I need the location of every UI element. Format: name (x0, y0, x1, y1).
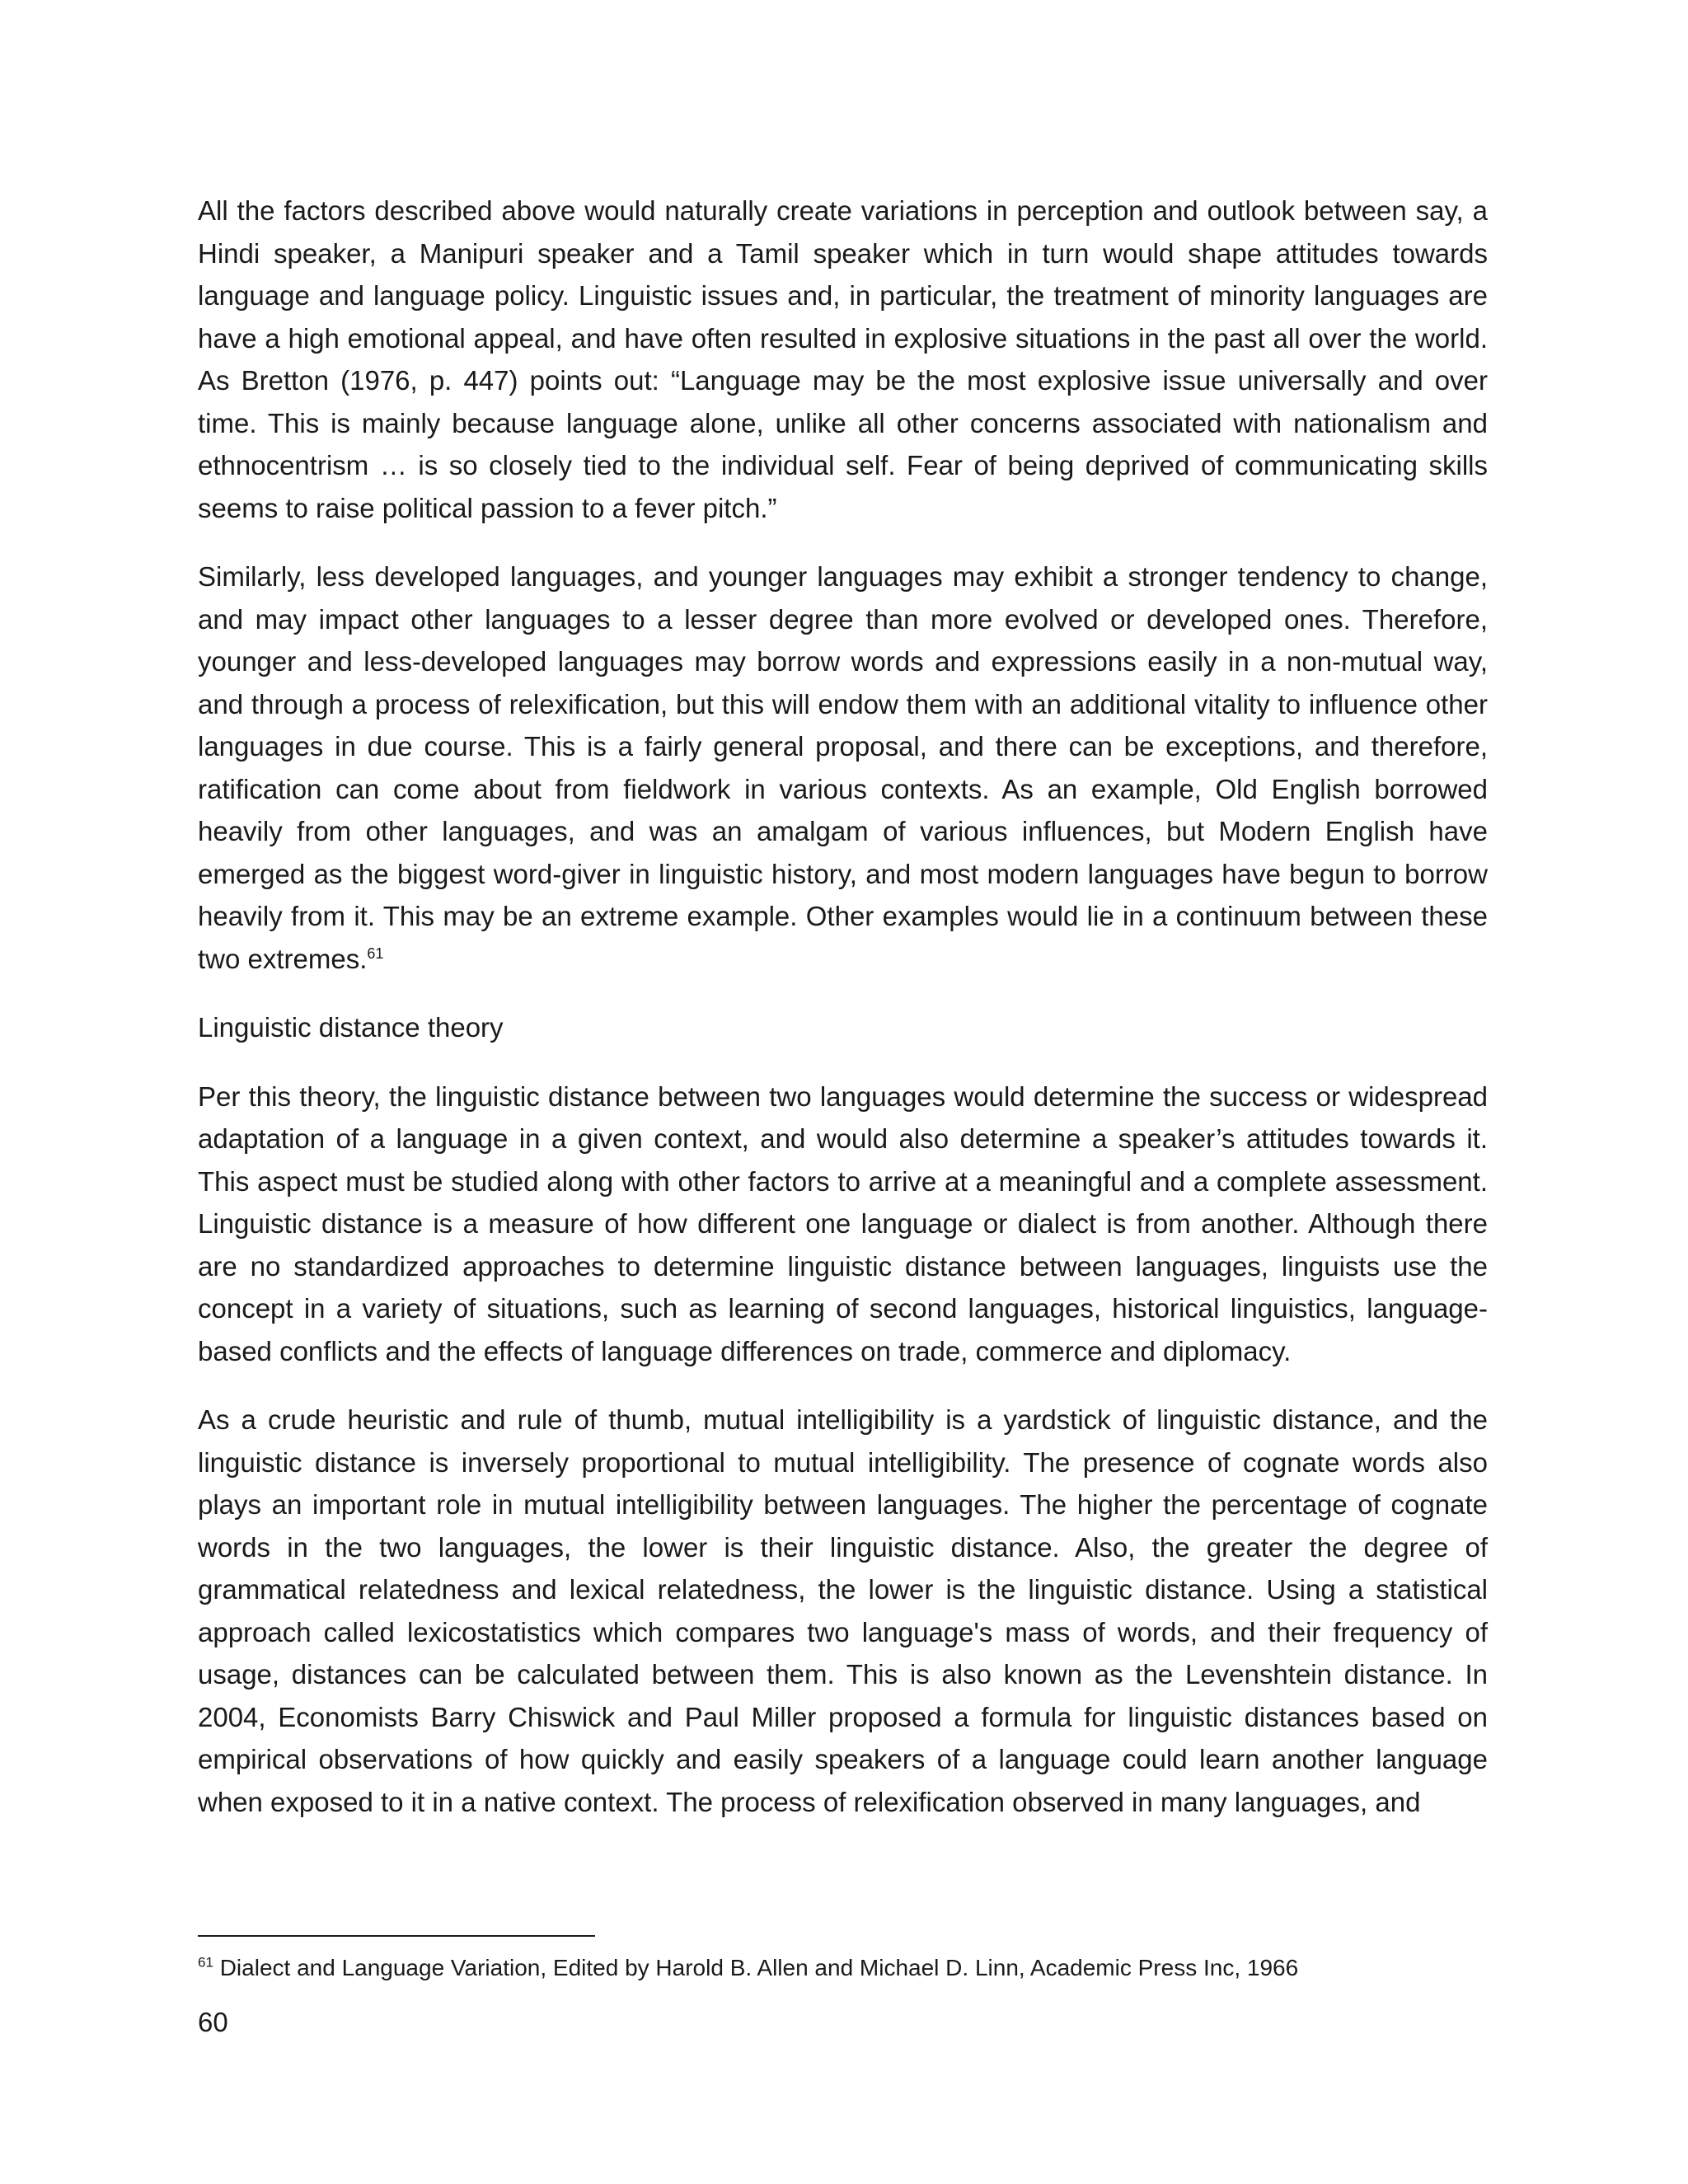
paragraph-younger-languages (198, 555, 1488, 980)
footnote (198, 1952, 1488, 1985)
paragraph-younger-languages-text: Similarly, less developed languages, and younger languages may exhibit a stronger tendency to change, and may impact other languages to a lesser degree than more evolved or developed ones. Therefore, younger and less-developed languages may borrow words and expressions easily in a non-mutual way, and through a process of relexification, but this will endow them with an additional vitality to influence other languages in due course. This is a fairly general proposal, and there can be exceptions, and therefore, ratification can come about from fieldwork in various contexts. As an example, Old English borrowed heavily from other languages, and was an amalgam of various influences, but Modern English have emerged as the biggest word-giver in linguistic history, and most modern languages have begun to borrow heavily from it. This may be an extreme example. Other examples would lie in a continuum between these two extremes. (198, 561, 1488, 974)
section-heading: Linguistic distance theory (198, 1012, 504, 1043)
footnote-divider (198, 1935, 595, 1937)
page-number: 60 (198, 2007, 228, 2037)
footnote-reference[interactable]: 61 (367, 944, 384, 962)
paragraph-heuristic: As a crude heuristic and rule of thumb, mutual intelligibility is a yardstick of linguistic distance, and the linguistic distance is inversely proportional to mutual intelligibility. The presence of cognate words also plays an important role in mutual intelligibility between languages. The higher the percentage of cognate words in the two languages, the lower is their linguistic distance. Also, the greater the degree of grammatical relatedness and lexical relatedness, the lower is the linguistic distance. Using a statistical approach called lexicostatistics which compares two language's mass of words, and their frequency of usage, distances can be calculated between them. This is also known as the Levenshtein distance. In 2004, Economists Barry Chiswick and Paul Miller proposed a formula for linguistic distances based on empirical observations of how quickly and easily speakers of a language could learn another language when exposed to it in a native context. The process of relexification observed in many languages, and (198, 1404, 1488, 1817)
footnote-text: Dialect and Language Variation, Edited by Harold B. Allen and Michael D. Linn, Academic Press Inc, 1966 (219, 1955, 1299, 1980)
footnote-number: 61 (198, 1954, 213, 1971)
page-body (198, 190, 1488, 1849)
paragraph-factors: All the factors described above would naturally create variations in perception and outlook between say, a Hindi speaker, a Manipuri speaker and a Tamil speaker which in turn would shape attitudes towards language and language policy. Linguistic issues and, in particular, the treatment of minority languages are have a high emotional appeal, and have often resulted in explosive situations in the past all over the world. As Bretton (1976, p. 447) points out: “Language may be the most explosive issue universally and over time. This is mainly because language alone, unlike all other concerns associated with nationalism and ethnocentrism … is so closely tied to the individual self. Fear of being deprived of communicating skills seems to raise political passion to a fever pitch.” (198, 195, 1488, 523)
paragraph-theory: Per this theory, the linguistic distance between two languages would determine the success or widespread adaptation of a language in a given context, and would also determine a speaker’s attitudes towards it. This aspect must be studied along with other factors to arrive at a meaningful and a complete assessment. Linguistic distance is a measure of how different one language or dialect is from another. Although there are no standardized approaches to determine linguistic distance between languages, linguists use the concept in a variety of situations, such as learning of second languages, historical linguistics, language-based conflicts and the effects of language differences on trade, commerce and diplomacy. (198, 1080, 1488, 1366)
